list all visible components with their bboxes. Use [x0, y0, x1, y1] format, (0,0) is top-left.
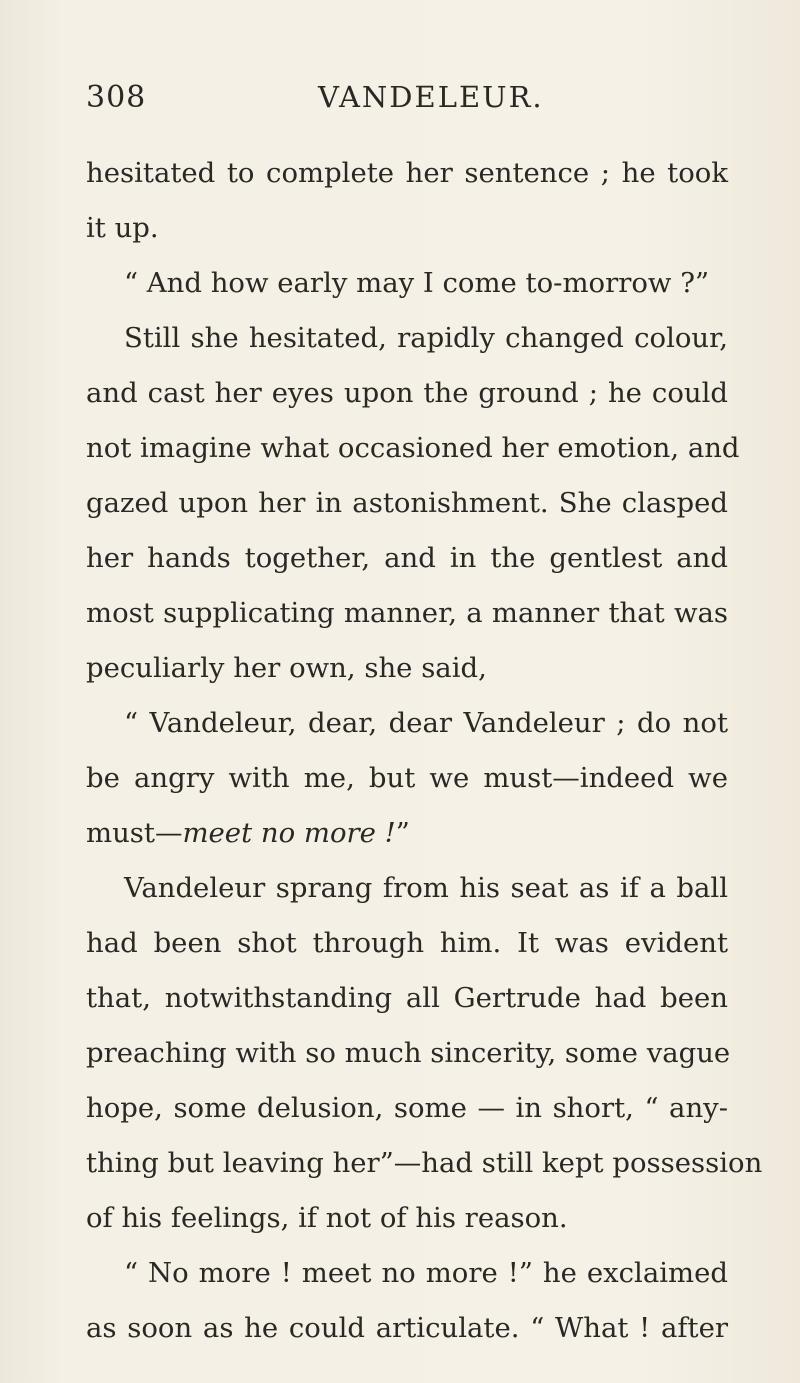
- text-line: [86, 971, 728, 1026]
- text-line-content: most supplicating manner, a manner that was: [86, 597, 728, 629]
- text-line-content: preaching with so much sincerity, some vague: [86, 1037, 731, 1069]
- running-header: [0, 80, 800, 130]
- running-title: VANDELEUR.: [318, 80, 544, 114]
- text-line: [86, 861, 728, 916]
- text-line: [86, 641, 728, 696]
- text-line-content: Vandeleur sprang from his seat as if a ball: [124, 872, 728, 904]
- text-line-content: peculiarly her own, she said,: [86, 652, 487, 684]
- text-line-content: “ No more ! meet no more !” he exclaimed: [124, 1257, 728, 1289]
- text-line: [86, 586, 728, 641]
- text-line: [86, 531, 728, 586]
- text-line: [86, 1246, 728, 1301]
- text-line-content: Still she hesitated, rapidly changed colour,: [124, 322, 728, 354]
- text-line: [86, 696, 728, 751]
- text-line-content: that, notwithstanding all Gertrude had been: [86, 982, 728, 1014]
- text-line: [86, 1081, 728, 1136]
- emphasized-text: meet no more !: [182, 817, 396, 849]
- text-line-content: be angry with me, but we must—indeed we: [86, 762, 728, 794]
- text-line: [86, 366, 728, 421]
- body-text: [86, 146, 763, 1356]
- text-line: [86, 916, 728, 971]
- text-line-content: not imagine what occasioned her emotion, and: [86, 432, 740, 464]
- text-line: [86, 1191, 728, 1246]
- page-number: 308: [86, 80, 147, 115]
- text-line-content: must—: [86, 817, 183, 849]
- text-line: [86, 1136, 763, 1191]
- text-line: [86, 256, 728, 311]
- text-line-content: “ Vandeleur, dear, dear Vandeleur ; do not: [124, 707, 728, 739]
- text-line: [86, 1026, 731, 1081]
- text-line: [86, 311, 728, 366]
- text-line: [86, 1301, 728, 1356]
- text-line-content: had been shot through him. It was evident: [86, 927, 728, 959]
- text-line: [86, 806, 728, 861]
- text-line-content: her hands together, and in the gentlest and: [86, 542, 728, 574]
- text-line-content: thing but leaving her”—had still kept possession: [86, 1147, 763, 1179]
- text-line-content: of his feelings, if not of his reason.: [86, 1202, 568, 1234]
- text-line-content: “ And how early may I come to-morrow ?”: [124, 267, 710, 299]
- text-line-content: it up.: [86, 212, 159, 244]
- text-line: [86, 751, 728, 806]
- text-line-content: and cast her eyes upon the ground ; he could: [86, 377, 728, 409]
- text-line-content: as soon as he could articulate. “ What ! after: [86, 1312, 728, 1344]
- closing-quote: ”: [395, 817, 410, 849]
- text-line-content: gazed upon her in astonishment. She clasped: [86, 487, 728, 519]
- text-line: [86, 476, 728, 531]
- text-line-content: hesitated to complete her sentence ; he took: [86, 157, 728, 189]
- text-line: [86, 201, 728, 256]
- text-line-content: hope, some delusion, some — in short, “ any-: [86, 1092, 728, 1124]
- text-line: [86, 421, 740, 476]
- text-line: [86, 146, 728, 201]
